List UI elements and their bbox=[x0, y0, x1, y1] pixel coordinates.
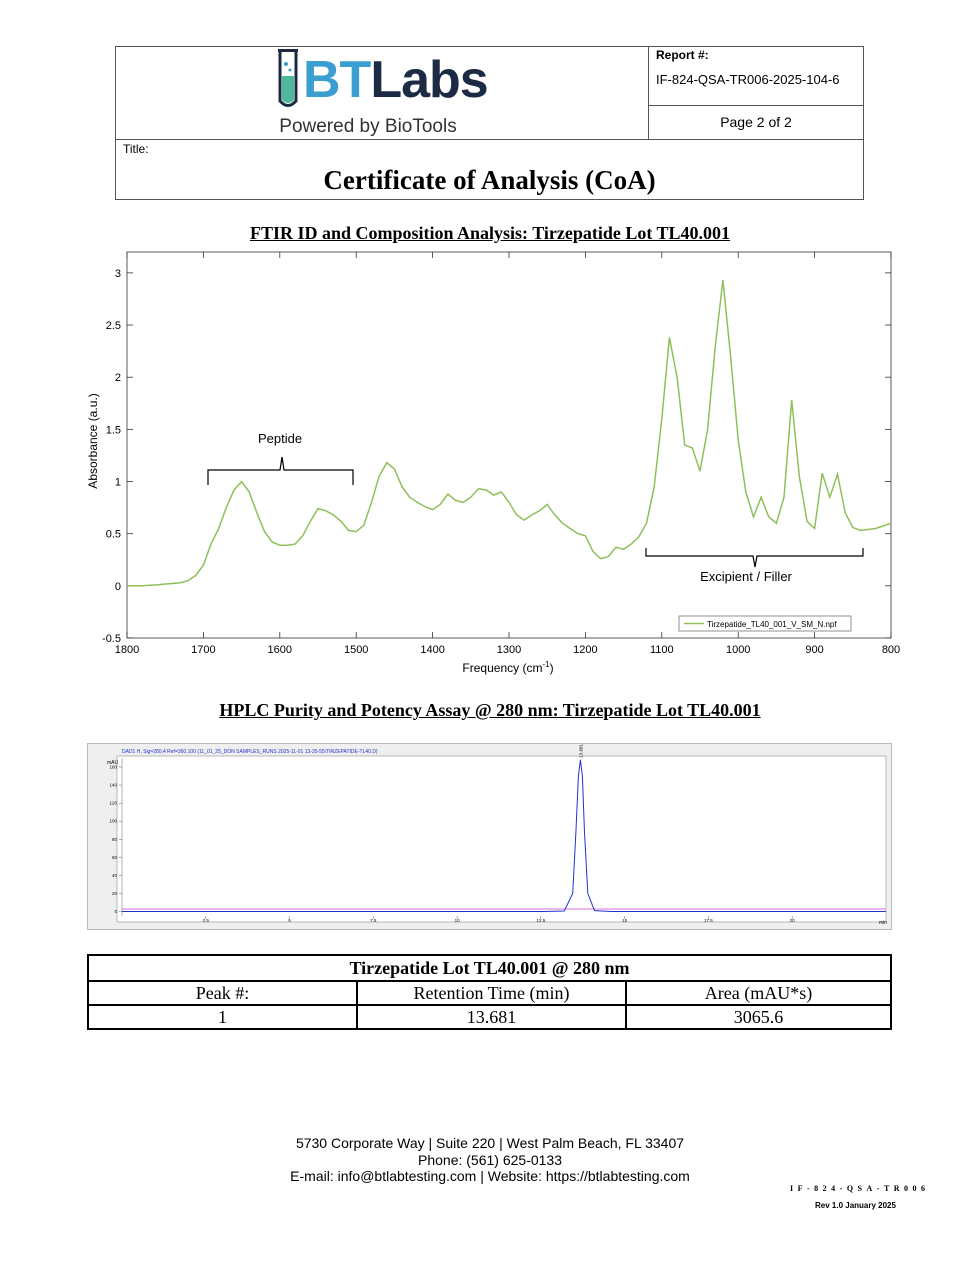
hplc-x-tick-label: 5 bbox=[288, 918, 291, 923]
hplc-y-tick-label: 160 bbox=[109, 764, 117, 770]
table-row bbox=[88, 1005, 891, 1029]
page-number: Page 2 of 2 bbox=[720, 114, 792, 130]
hplc-y-tick-label: 140 bbox=[109, 782, 117, 788]
x-axis-title: Frequency $(cm^{-1})$ bbox=[462, 660, 554, 675]
table-header-cell: Retention Time (min) bbox=[357, 981, 626, 1005]
hplc-chart bbox=[87, 743, 892, 930]
x-tick-label: 800 bbox=[881, 644, 901, 656]
x-tick-label: 1300 bbox=[496, 644, 522, 656]
y-tick-label: 0.5 bbox=[105, 528, 121, 541]
table-header-cell: Area (mAU*s) bbox=[626, 981, 891, 1005]
title-label: Title: bbox=[123, 142, 149, 156]
hplc-x-unit: min bbox=[879, 920, 888, 926]
y-tick-label: 0 bbox=[114, 580, 121, 593]
footer-phone: Phone: (561) 625-0133 bbox=[418, 1152, 562, 1168]
table-header-cell: Peak #: bbox=[88, 981, 357, 1005]
document-title: Certificate of Analysis (CoA) bbox=[323, 165, 656, 195]
footer-form-code: IF-824-QSA-TR006 bbox=[790, 1184, 930, 1193]
logo-bt: BT bbox=[303, 51, 371, 109]
ftir-chart bbox=[80, 245, 910, 680]
x-tick-label: 900 bbox=[805, 644, 824, 656]
y-tick-label: 1.5 bbox=[105, 424, 121, 437]
footer-revision: Rev 1.0 January 2025 bbox=[815, 1201, 896, 1210]
hplc-y-tick-label: 80 bbox=[111, 836, 117, 842]
results-table bbox=[87, 954, 892, 1030]
x-tick-label: 1700 bbox=[191, 644, 216, 656]
x-tick-label: 1500 bbox=[343, 644, 369, 656]
y-tick-label: 2 bbox=[114, 372, 121, 385]
test-tube-icon bbox=[270, 46, 306, 112]
report-number: IF-824-QSA-TR006-2025-104-6 bbox=[656, 72, 840, 87]
table-header-row bbox=[88, 981, 891, 1005]
y-tick-label: 2.5 bbox=[105, 320, 121, 333]
table-cell: 13.681 bbox=[357, 1005, 626, 1029]
hplc-x-tick-label: 10 bbox=[454, 918, 460, 923]
header-divider bbox=[115, 139, 864, 140]
table-cell: 1 bbox=[88, 1005, 357, 1029]
y-axis-title: Absorbance (a.u.) bbox=[86, 393, 100, 489]
footer-address: 5730 Corporate Way | Suite 220 | West Palm Beach, FL 33407 bbox=[295, 1135, 685, 1151]
hplc-x-tick-label: 7.5 bbox=[370, 918, 377, 923]
y-tick-label: 1 bbox=[114, 476, 121, 489]
peptide-annotation: Peptide bbox=[257, 431, 303, 446]
hplc-y-tick-label: 100 bbox=[109, 818, 117, 824]
ftir-section-title: FTIR ID and Composition Analysis: Tirzepatide Lot TL40.001 bbox=[249, 223, 731, 243]
hplc-trace-header: DAD1 H, Sig=280,4 Ref=360,100 (11_01_25_DON SAMPLES_RUNS 2025-11-01 13-35-55\TIRZEPATIDE-TL40.D) bbox=[122, 749, 378, 755]
hplc-peak-label: 13.681 bbox=[578, 744, 584, 758]
hplc-y-tick-label: 0 bbox=[114, 908, 117, 914]
y-tick-label: 3 bbox=[114, 267, 121, 280]
hplc-x-tick-label: 17.5 bbox=[704, 918, 713, 923]
logo bbox=[303, 50, 488, 110]
x-tick-label: 1000 bbox=[725, 644, 751, 656]
footer-contact: E-mail: info@btlabtesting.com | Website: https://btlabtesting.com bbox=[290, 1168, 690, 1184]
hplc-y-tick-label: 120 bbox=[109, 800, 117, 806]
x-tick-label: 1800 bbox=[114, 644, 140, 656]
legend-label: Tirzepatide_TL40_001_V_SM_N.npf bbox=[707, 620, 837, 629]
report-label: Report #: bbox=[656, 48, 709, 62]
x-tick-label: 1200 bbox=[573, 644, 598, 656]
hplc-x-tick-label: 20 bbox=[789, 918, 795, 923]
hplc-y-tick-label: 40 bbox=[111, 872, 117, 878]
hplc-x-tick-label: 12.5 bbox=[536, 918, 546, 923]
hplc-y-unit: mAU bbox=[107, 760, 119, 766]
hplc-y-tick-label: 60 bbox=[111, 854, 117, 860]
table-caption: Tirzepatide Lot TL40.001 @ 280 nm bbox=[88, 955, 891, 981]
hplc-y-tick-label: 20 bbox=[111, 890, 117, 896]
x-tick-label: 1100 bbox=[649, 644, 674, 656]
header-divider bbox=[648, 105, 864, 106]
logo-labs: Labs bbox=[370, 51, 488, 109]
hplc-x-tick-label: 2.5 bbox=[202, 918, 209, 923]
hplc-section-title: HPLC Purity and Potency Assay @ 280 nm: Tirzepatide Lot TL40.001 bbox=[219, 700, 761, 720]
excipient-annotation: Excipient / Filler bbox=[700, 569, 792, 584]
logo-tagline: Powered by BioTools bbox=[279, 116, 457, 137]
x-tick-label: 1600 bbox=[267, 644, 293, 656]
x-tick-label: 1400 bbox=[420, 644, 445, 656]
y-tick-label: -0.5 bbox=[102, 633, 121, 645]
hplc-x-tick-label: 15 bbox=[622, 918, 628, 923]
table-cell: 3065.6 bbox=[626, 1005, 891, 1029]
